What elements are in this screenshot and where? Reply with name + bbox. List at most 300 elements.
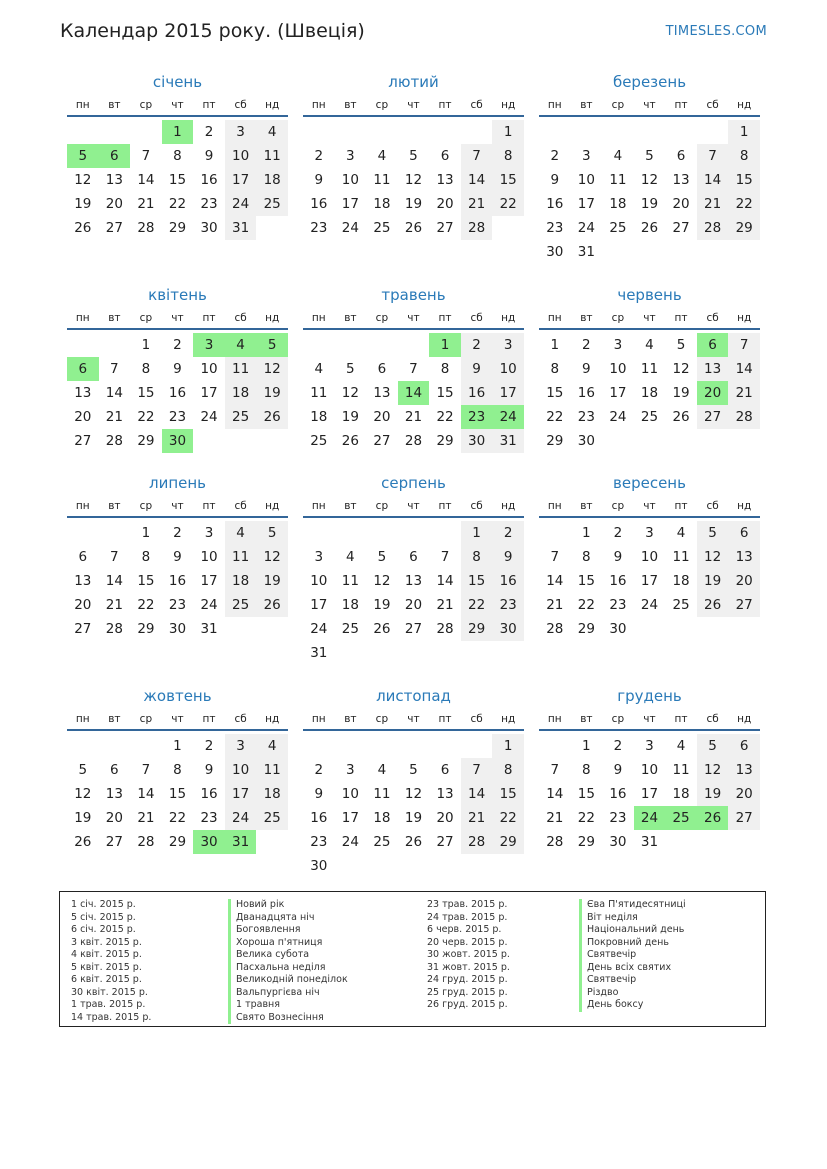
weekday-label: пт <box>438 500 452 512</box>
empty-cell <box>67 521 99 545</box>
week-row <box>303 381 524 405</box>
empty-cell <box>193 429 225 453</box>
day-cell: 14 <box>697 168 729 192</box>
legend-item: 30 квіт. 2015 р. <box>71 986 148 998</box>
day-cell: 27 <box>728 593 760 617</box>
legend-item: Вальпургієва ніч <box>228 987 348 1000</box>
day-cell: 15 <box>436 385 454 401</box>
month-10 <box>67 686 288 854</box>
day-cell: 7 <box>141 762 151 778</box>
empty-cell <box>665 429 697 453</box>
weekday-label: пт <box>438 312 452 324</box>
legend-item: 31 жовт. 2015 р. <box>427 961 510 973</box>
day-cell: 25 <box>256 192 288 216</box>
day-cell: 17 <box>577 196 595 212</box>
weekday-label: пт <box>202 312 216 324</box>
week-row <box>67 192 288 216</box>
day-cell: 16 <box>577 385 595 401</box>
day-cell: 28 <box>461 830 493 854</box>
day-cell: 11 <box>225 545 257 569</box>
week-row <box>303 782 524 806</box>
weekday-header <box>303 308 524 330</box>
day-cell: 30 <box>162 429 194 453</box>
day-cell: 7 <box>697 144 729 168</box>
day-cell: 22 <box>577 810 595 826</box>
day-cell: 14 <box>546 573 564 589</box>
week-row <box>539 216 760 240</box>
day-cell: 20 <box>436 196 454 212</box>
empty-cell <box>665 830 697 854</box>
day-cell: 7 <box>728 333 760 357</box>
day-cell: 7 <box>461 758 493 782</box>
day-cell: 8 <box>492 144 524 168</box>
day-cell: 12 <box>74 172 92 188</box>
legend-item: 6 черв. 2015 р. <box>427 924 502 935</box>
day-cell: 23 <box>168 597 187 613</box>
weekday-label: ср <box>375 99 389 111</box>
day-cell: 23 <box>492 593 524 617</box>
day-cell: 18 <box>341 597 359 613</box>
week-row <box>303 758 524 782</box>
legend-item: Новий рік <box>228 899 348 912</box>
day-cell: 13 <box>105 172 123 188</box>
day-cell: 10 <box>200 549 218 565</box>
weekday-header <box>67 308 288 330</box>
day-cell: 6 <box>697 333 729 357</box>
day-cell: 24 <box>225 192 257 216</box>
day-cell: 5 <box>67 144 99 168</box>
day-cell: 9 <box>314 172 324 188</box>
empty-cell <box>697 429 729 453</box>
legend-dates-col-2 <box>427 899 510 1012</box>
day-cell: 20 <box>728 569 760 593</box>
day-cell: 16 <box>609 786 627 802</box>
day-cell: 9 <box>582 361 591 377</box>
weekday-label: чт <box>643 500 656 512</box>
empty-cell <box>99 734 131 758</box>
day-cell: 4 <box>377 762 387 778</box>
day-cell: 11 <box>341 573 359 589</box>
day-cell: 12 <box>404 172 423 188</box>
empty-cell <box>398 641 430 665</box>
day-cell: 5 <box>409 762 418 778</box>
week-row <box>539 168 760 192</box>
day-cell: 5 <box>346 361 355 377</box>
empty-cell <box>461 734 493 758</box>
day-cell: 16 <box>461 381 493 405</box>
empty-cell <box>728 429 760 453</box>
day-cell: 19 <box>640 196 659 212</box>
day-cell: 25 <box>672 597 690 613</box>
empty-cell <box>225 429 257 453</box>
day-cell: 13 <box>436 786 454 802</box>
week-row <box>539 545 760 569</box>
day-cell: 30 <box>200 220 218 236</box>
day-cell: 6 <box>67 357 99 381</box>
weekday-label: ср <box>139 713 153 725</box>
day-cell: 13 <box>672 172 690 188</box>
day-cell: 1 <box>492 734 524 758</box>
day-cell: 20 <box>436 810 454 826</box>
day-cell: 12 <box>697 758 729 782</box>
day-cell: 18 <box>672 786 690 802</box>
day-cell: 6 <box>440 762 450 778</box>
weekday-label: пт <box>438 713 452 725</box>
day-cell: 3 <box>492 333 524 357</box>
weekday-label: вт <box>344 500 357 512</box>
day-cell: 5 <box>409 148 418 164</box>
day-cell: 25 <box>341 621 359 637</box>
day-cell: 29 <box>728 216 760 240</box>
week-row <box>303 593 524 617</box>
weekday-label: чт <box>171 500 184 512</box>
empty-cell <box>398 521 430 545</box>
day-cell: 31 <box>225 216 257 240</box>
day-cell: 9 <box>314 786 324 802</box>
day-cell: 25 <box>609 220 627 236</box>
day-cell: 23 <box>609 810 627 826</box>
weekday-label: пн <box>311 713 326 725</box>
empty-cell <box>461 641 493 665</box>
day-cell: 23 <box>310 834 328 850</box>
day-cell: 26 <box>404 834 423 850</box>
legend-item: Національний день <box>579 924 686 937</box>
weekday-label: нд <box>265 312 280 324</box>
day-cell: 8 <box>728 144 760 168</box>
day-cell: 14 <box>546 786 564 802</box>
month-12 <box>539 686 760 854</box>
day-cell: 10 <box>341 786 359 802</box>
empty-cell <box>571 120 603 144</box>
empty-cell <box>728 240 760 264</box>
day-cell: 24 <box>225 806 257 830</box>
day-cell: 27 <box>697 405 729 429</box>
weekday-label: пт <box>202 500 216 512</box>
legend-item: 1 травня <box>228 999 348 1012</box>
weekday-label: пт <box>674 312 688 324</box>
weekday-label: нд <box>501 99 516 111</box>
day-cell: 10 <box>225 144 257 168</box>
day-cell: 1 <box>162 120 194 144</box>
day-cell: 17 <box>310 597 328 613</box>
brand-link[interactable]: TIMESLES.COM <box>665 24 767 39</box>
day-cell: 30 <box>609 834 627 850</box>
day-cell: 27 <box>105 220 123 236</box>
weekday-label: сб <box>234 500 247 512</box>
day-cell: 6 <box>409 549 418 565</box>
weekday-label: пн <box>547 312 562 324</box>
day-cell: 10 <box>640 549 659 565</box>
day-cell: 27 <box>105 834 123 850</box>
month-3 <box>539 72 760 264</box>
week-row <box>67 521 288 545</box>
week-row <box>539 405 760 429</box>
legend-item: 5 квіт. 2015 р. <box>71 961 142 973</box>
weekday-label: нд <box>737 500 752 512</box>
empty-cell <box>539 734 571 758</box>
day-cell: 3 <box>193 333 225 357</box>
day-cell: 3 <box>204 525 214 541</box>
day-cell: 20 <box>672 196 690 212</box>
day-cell: 22 <box>137 409 155 425</box>
day-cell: 10 <box>310 573 328 589</box>
week-row <box>303 521 524 545</box>
day-cell: 30 <box>577 433 595 449</box>
day-cell: 10 <box>577 172 595 188</box>
weekday-label: чт <box>171 312 184 324</box>
day-cell: 4 <box>256 120 288 144</box>
weekday-label: сб <box>470 713 483 725</box>
day-cell: 11 <box>640 361 659 377</box>
day-cell: 22 <box>137 597 155 613</box>
day-cell: 18 <box>225 381 257 405</box>
day-cell: 10 <box>200 361 218 377</box>
week-row <box>67 806 288 830</box>
day-cell: 1 <box>582 525 591 541</box>
day-cell: 16 <box>546 196 564 212</box>
day-cell: 6 <box>99 144 131 168</box>
weekday-label: сб <box>706 500 719 512</box>
weekday-label: ср <box>139 312 153 324</box>
legend-item: 24 трав. 2015 р. <box>427 911 508 923</box>
week-row <box>539 758 760 782</box>
day-cell: 24 <box>577 220 595 236</box>
day-cell: 4 <box>346 549 355 565</box>
day-cell: 10 <box>341 172 359 188</box>
weekday-label: пт <box>202 713 216 725</box>
empty-cell <box>366 734 398 758</box>
weekday-header <box>303 496 524 518</box>
day-cell: 17 <box>492 381 524 405</box>
empty-cell <box>429 120 461 144</box>
day-cell: 9 <box>613 549 623 565</box>
month-4 <box>67 285 288 453</box>
day-cell: 2 <box>173 525 182 541</box>
day-cell: 26 <box>672 409 690 425</box>
day-cell: 1 <box>141 525 151 541</box>
empty-cell <box>335 854 367 878</box>
day-cell: 15 <box>137 573 155 589</box>
empty-cell <box>665 120 697 144</box>
month-2 <box>303 72 524 240</box>
empty-cell <box>634 429 666 453</box>
day-cell: 7 <box>440 549 450 565</box>
day-cell: 11 <box>256 758 288 782</box>
week-row <box>303 830 524 854</box>
day-cell: 29 <box>436 433 454 449</box>
empty-cell <box>303 521 335 545</box>
month-name: вересень <box>613 474 686 492</box>
day-cell: 14 <box>137 172 155 188</box>
week-row <box>67 734 288 758</box>
empty-cell <box>492 641 524 665</box>
day-cell: 9 <box>550 172 560 188</box>
weekday-label: нд <box>501 713 516 725</box>
weekday-label: ср <box>375 713 389 725</box>
day-cell: 24 <box>341 834 359 850</box>
legend-item: Святвечір <box>579 974 686 987</box>
day-cell: 18 <box>373 196 391 212</box>
empty-cell <box>335 120 367 144</box>
day-cell: 28 <box>546 834 564 850</box>
week-row <box>539 593 760 617</box>
day-cell: 24 <box>492 405 524 429</box>
week-row <box>539 120 760 144</box>
day-cell: 11 <box>609 172 627 188</box>
day-cell: 30 <box>546 244 564 260</box>
legend-item: 1 трав. 2015 р. <box>71 999 146 1010</box>
empty-cell <box>67 333 99 357</box>
day-cell: 7 <box>550 762 560 778</box>
day-cell: 17 <box>200 385 218 401</box>
day-cell: 2 <box>492 521 524 545</box>
empty-cell <box>539 521 571 545</box>
day-cell: 16 <box>168 385 187 401</box>
day-cell: 20 <box>404 597 423 613</box>
weekday-label: чт <box>407 713 420 725</box>
month-7 <box>67 473 288 641</box>
week-row <box>539 192 760 216</box>
day-cell: 15 <box>577 786 595 802</box>
day-cell: 1 <box>550 337 560 353</box>
day-cell: 28 <box>404 433 423 449</box>
page-title: Календар 2015 року. (Швеція) <box>60 20 365 42</box>
day-cell: 13 <box>404 573 423 589</box>
empty-cell <box>303 120 335 144</box>
week-row <box>539 144 760 168</box>
day-cell: 5 <box>645 148 654 164</box>
month-name: травень <box>381 286 446 304</box>
day-cell: 12 <box>697 545 729 569</box>
day-cell: 13 <box>74 573 92 589</box>
weekday-label: пт <box>202 99 216 111</box>
weekday-header <box>67 496 288 518</box>
day-cell: 2 <box>613 738 623 754</box>
month-5 <box>303 285 524 453</box>
day-cell: 19 <box>404 196 423 212</box>
day-cell: 12 <box>672 361 690 377</box>
day-cell: 18 <box>225 569 257 593</box>
day-cell: 6 <box>377 361 387 377</box>
empty-cell <box>67 120 99 144</box>
day-cell: 26 <box>640 220 659 236</box>
day-cell: 2 <box>314 762 324 778</box>
day-cell: 29 <box>577 834 595 850</box>
day-cell: 30 <box>492 617 524 641</box>
day-cell: 26 <box>256 593 288 617</box>
weekday-label: сб <box>470 500 483 512</box>
day-cell: 7 <box>110 549 119 565</box>
day-cell: 17 <box>225 168 257 192</box>
legend-item: 3 квіт. 2015 р. <box>71 936 142 948</box>
week-row <box>539 782 760 806</box>
day-cell: 14 <box>105 385 123 401</box>
day-cell: 29 <box>577 621 595 637</box>
weekday-label: вт <box>108 312 121 324</box>
week-row <box>539 240 760 264</box>
empty-cell <box>429 641 461 665</box>
weekday-label: чт <box>407 99 420 111</box>
day-cell: 3 <box>613 337 623 353</box>
month-name: жовтень <box>143 687 212 705</box>
day-cell: 6 <box>728 521 760 545</box>
day-cell: 26 <box>74 834 92 850</box>
weekday-label: сб <box>706 713 719 725</box>
empty-cell <box>429 521 461 545</box>
weekday-label: нд <box>737 713 752 725</box>
day-cell: 19 <box>697 782 729 806</box>
legend-item: 25 груд. 2015 р. <box>427 986 508 998</box>
day-cell: 19 <box>256 381 288 405</box>
day-cell: 8 <box>461 545 493 569</box>
day-cell: 23 <box>609 597 627 613</box>
day-cell: 27 <box>436 834 454 850</box>
weekday-label: ср <box>139 99 153 111</box>
day-cell: 22 <box>728 192 760 216</box>
week-row <box>303 806 524 830</box>
day-cell: 19 <box>672 385 690 401</box>
month-name: березень <box>612 73 687 91</box>
weekday-label: нд <box>265 99 280 111</box>
empty-cell <box>602 120 634 144</box>
day-cell: 10 <box>225 758 257 782</box>
week-row <box>303 144 524 168</box>
empty-cell <box>398 120 430 144</box>
day-cell: 17 <box>640 573 659 589</box>
day-cell: 20 <box>105 810 123 826</box>
day-cell: 11 <box>672 762 690 778</box>
day-cell: 21 <box>728 381 760 405</box>
day-cell: 24 <box>310 621 328 637</box>
day-cell: 16 <box>310 196 328 212</box>
day-cell: 25 <box>640 409 659 425</box>
day-cell: 19 <box>697 569 729 593</box>
empty-cell <box>366 521 398 545</box>
legend-item: 23 трав. 2015 р. <box>427 899 508 910</box>
weekday-label: пн <box>75 312 90 324</box>
week-row <box>539 381 760 405</box>
empty-cell <box>665 617 697 641</box>
weekday-label: ср <box>611 500 625 512</box>
day-cell: 28 <box>436 621 454 637</box>
day-cell: 2 <box>550 148 560 164</box>
empty-cell <box>697 240 729 264</box>
day-cell: 1 <box>461 521 493 545</box>
weekday-label: ср <box>375 500 389 512</box>
day-cell: 24 <box>200 409 218 425</box>
day-cell: 27 <box>728 806 760 830</box>
day-cell: 30 <box>168 621 187 637</box>
day-cell: 22 <box>577 597 595 613</box>
day-cell: 31 <box>577 244 595 260</box>
weekday-label: сб <box>706 312 719 324</box>
day-cell: 21 <box>137 196 155 212</box>
day-cell: 9 <box>613 762 623 778</box>
day-cell: 28 <box>137 834 155 850</box>
day-cell: 26 <box>341 433 359 449</box>
day-cell: 3 <box>346 148 355 164</box>
day-cell: 26 <box>373 621 391 637</box>
empty-cell <box>697 617 729 641</box>
day-cell: 4 <box>645 337 654 353</box>
day-cell: 2 <box>173 337 182 353</box>
day-cell: 28 <box>105 433 123 449</box>
day-cell: 8 <box>440 361 450 377</box>
weekday-header <box>539 496 760 518</box>
day-cell: 11 <box>256 144 288 168</box>
empty-cell <box>366 120 398 144</box>
legend-item: Різдво <box>579 987 686 1000</box>
